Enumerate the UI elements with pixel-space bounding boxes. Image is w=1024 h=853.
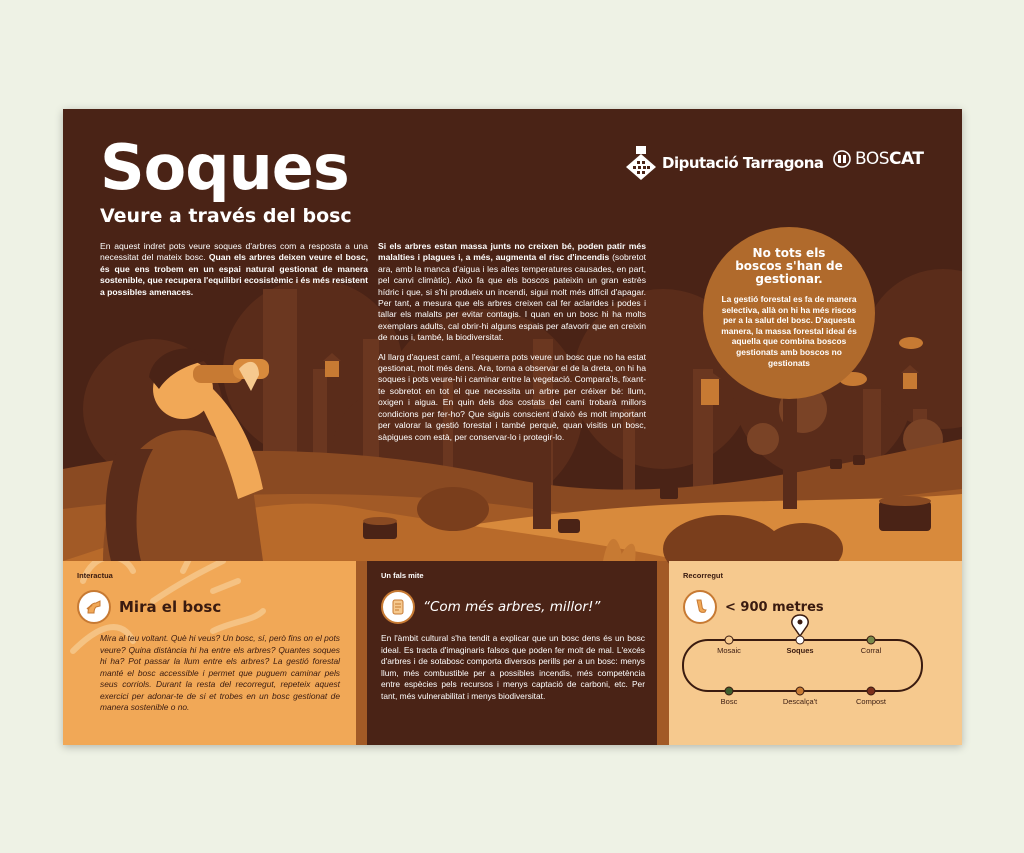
page-title: Soques [100, 131, 349, 204]
route-top-stop-label: Mosaic [717, 646, 741, 655]
route-top-stop-dot [796, 636, 804, 644]
diputacio-logo-text: Diputació Tarragona [662, 154, 824, 172]
route-top-stop-label: Corral [860, 646, 882, 655]
boscat-emblem-icon [833, 150, 851, 168]
route-top-stop-label: Soques [786, 646, 814, 655]
route-bottom-stop-dot [725, 687, 733, 695]
intro-plain: En aquest indret pots veure soques d'arbres com a resposta a una necessitat del mateix bosc. [100, 241, 368, 263]
boscat-logo-suffix: CAT [889, 149, 924, 169]
route-top-stop-dot [867, 636, 875, 644]
interact-title: Mira el bosc [119, 598, 222, 616]
callout-title: No tots els boscos s'han de gestionar. [735, 246, 843, 286]
myth-title: “Com més arbres, millor!” [423, 599, 601, 615]
boscat-logo [833, 149, 923, 169]
callout-body: La gestió forestal es fa de manera selectiva, allà on hi ha més riscos per a la salut del bosc. D'aquesta manera, la massa forestal ideal és aquella que combina boscos gestionats amb boscos no gestionats [721, 294, 857, 368]
page-subtitle: Veure a través del bosc [100, 205, 352, 227]
interact-text: Mira al teu voltant. Què hi veus? Un bosc, sí, però fins on el pots veure? Quina distància hi ha entre els arbres? Quantes soques hi ha? Pot passar la llum entre els arbres? La gestió forestal manté el bosc accessible i permet que puguem caminar pels seus corriols. Durant la resta del recorregut, repeteix aquest exercici per adonar-te de si et trobes en un bosc gestionat de manera sostenible o no. [100, 633, 340, 712]
interact-header [77, 590, 342, 624]
route-label: Recorregut [683, 571, 724, 580]
diputacio-emblem-icon [626, 146, 656, 180]
scroll-icon [381, 590, 415, 624]
myth-header [381, 590, 643, 624]
route-bottom-stop-dot [867, 687, 875, 695]
route-bottom-stop-label: Descalça't [782, 697, 818, 706]
myth-box [367, 561, 657, 745]
route-box [669, 561, 962, 745]
route-title: < 900 metres [725, 599, 824, 615]
route-map [669, 561, 962, 745]
boscat-logo-prefix: BOS [855, 149, 890, 169]
body-p1-bold: Si els arbres estan massa junts no creixen bé, poden patir més malalties i plagues i, a més, augmenta el risc d'incendis [378, 241, 646, 263]
info-panel [63, 109, 962, 745]
route-pin-icon [792, 615, 808, 636]
binoculars-hand-icon [77, 590, 111, 624]
interact-box [63, 561, 356, 745]
diputacio-logo [626, 146, 824, 180]
body-paragraph-1 [378, 241, 646, 344]
intro-text [100, 241, 368, 298]
intro-bold: Quan els arbres deixen veure el bosc, és que ens trobem en un espai natural gestionat de manera sostenible, que recupera l'equilibri ecosistèmic i és més resistent a possibles amenaces. [100, 252, 368, 297]
myth-label: Un fals mite [381, 571, 424, 580]
route-bottom-stop-label: Compost [855, 697, 887, 706]
myth-text: En l'àmbit cultural s'ha tendit a explicar que un bosc dens és un bosc ideal. Es tracta d'imaginaris falsos que poden fer molt de mal. L'excés d'arbres i de sotabosc comporta diversos perills per a un bosc: menys llum, més combustible per a possibles incendis, més competència entre espècies pels recursos i menys captació de carboni, etc. Per tant, més vulnerabilitat i menys biodiversitat. [381, 633, 645, 701]
callout-circle [703, 227, 875, 399]
route-bottom-stop-dot [796, 687, 804, 695]
body-paragraph-2: Al llarg d'aquest camí, a l'esquerra pots veure un bosc que no ha estat gestionat, molt més dens. Ara, torna a observar el de la dreta, on hi ha soques i pots veure-hi i caminar entre la vegetació. Compara'ls, fixant-te sobretot en tot el que necessita un arbre per créixer bé: llum, oxigen i aigua. En quin dels dos costats del camí trobarà millors condicions per fer-ho? Que siguis conscient d'això és molt important per valorar la gestió forestal i també perquè, quan visitis un bosc, sàpigues com està, per conservar-lo i protegir-lo. [378, 351, 646, 442]
interact-label: Interactua [77, 571, 113, 580]
route-top-stop-dot [725, 636, 733, 644]
route-bottom-stop-label: Bosc [720, 697, 738, 706]
body-column [378, 241, 646, 451]
body-p1-rest: (sobretot ara, amb la manca d'aigua i les altes temperatures causades, en part, pel canvi climàtic). Això fa que els boscos pateixin un gran estrès hídric i que, si s'hi produeix un incendi, sigui molt més difícil d'apagar. Per tant, a mesura que els arbres creixen cal fer aclarides i podes i tallar els malalts per evitar contagis. I quan en un bosc hi ha molts exemplars adults, cal obrir-hi alguns espais per afavorir que en creixin de nous i, també, la biodiversitat. [378, 252, 646, 343]
